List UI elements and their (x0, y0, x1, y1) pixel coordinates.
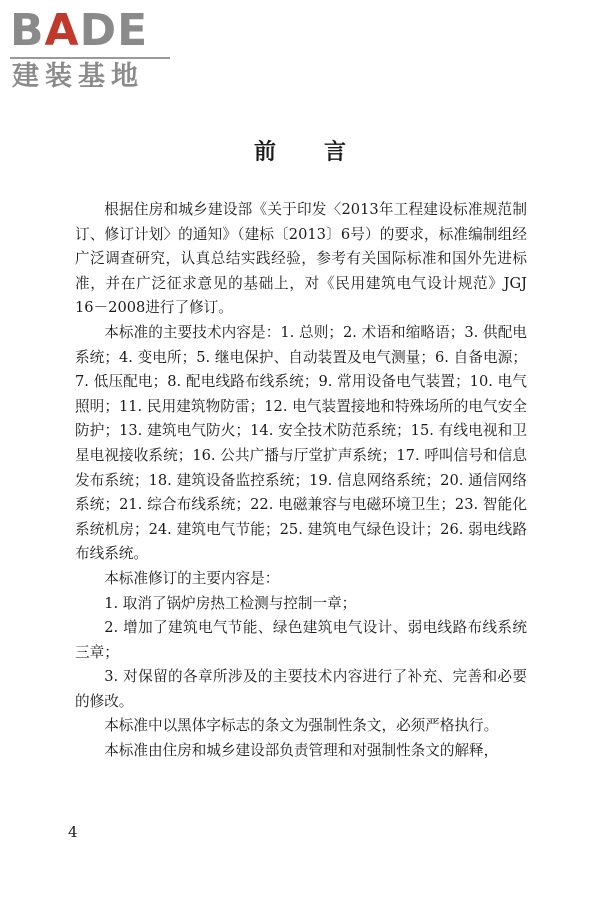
paragraph-technical-contents: 本标准的主要技术内容是：1. 总则；2. 术语和缩略语；3. 供配电系统；4. 变电所；5. 继电保护、自动装置及电气测量；6. 自备电源；7. 低压配电；8. 配电线路布线系统；9. 常用设备电气装置；10. 电气照明；11. 民用建筑物防雷；12. 电气装置接地和特殊场所的电气安全防护；13. 建筑电气防火；14. 安全技术防范系统；15. 有线电视和卫星电视接收系统；16. 公共广播与厅堂扩声系统；17. 呼叫信号和信息发布系统；18. 建筑设备监控系统；19. 信息网络系统；20. 通信网络系统；21. 综合布线系统；22. 电磁兼容与电磁环境卫生；23. 智能化系统机房；24. 建筑电气节能；25. 建筑电气绿色设计；26. 弱电线路布线系统。 (75, 323, 527, 563)
paragraph-revision-item-1: 1. 取消了锅炉房热工检测与控制一章； (104, 594, 357, 612)
logo-subtitle: 建装基地 (12, 61, 144, 92)
paragraph-revision-item-2: 2. 增加了建筑电气节能、绿色建筑电气设计、弱电线路布线系统三章； (75, 619, 527, 661)
logo-letter-b: B (10, 5, 45, 56)
paragraph-revision-item-3: 3. 对保留的各章所涉及的主要技术内容进行了补充、完善和必要的修改。 (75, 668, 527, 710)
logo-wordmark (10, 6, 148, 56)
logo-letter-a: A (44, 5, 80, 56)
paragraph-mandatory-provisions: 本标准中以黑体字标志的条文为强制性条文，必须严格执行。 (104, 717, 499, 735)
paragraph-revision-intro: 本标准修订的主要内容是： (104, 569, 280, 587)
page-title: 前言 (253, 140, 394, 165)
preface-body (75, 198, 527, 764)
page-number: 4 (68, 823, 78, 841)
logo-divider (10, 57, 170, 59)
paragraph-basis: 根据住房和城乡建设部《关于印发〈2013年工程建设标准规范制订、修订计划〉的通知》（建标〔2013〕6号）的要求，标准编制组经广泛调查研究，认真总结实践经验，参考有关国际标准和国外先进标准，并在广泛征求意见的基础上，对《民用建筑电气设计规范》JGJ 16－2008进行了修订。 (75, 201, 527, 317)
logo-letters-de: DE (79, 5, 149, 56)
paragraph-management: 本标准由住房和城乡建设部负责管理和对强制性条文的解释， (104, 742, 499, 760)
bade-watermark-logo (10, 6, 175, 96)
